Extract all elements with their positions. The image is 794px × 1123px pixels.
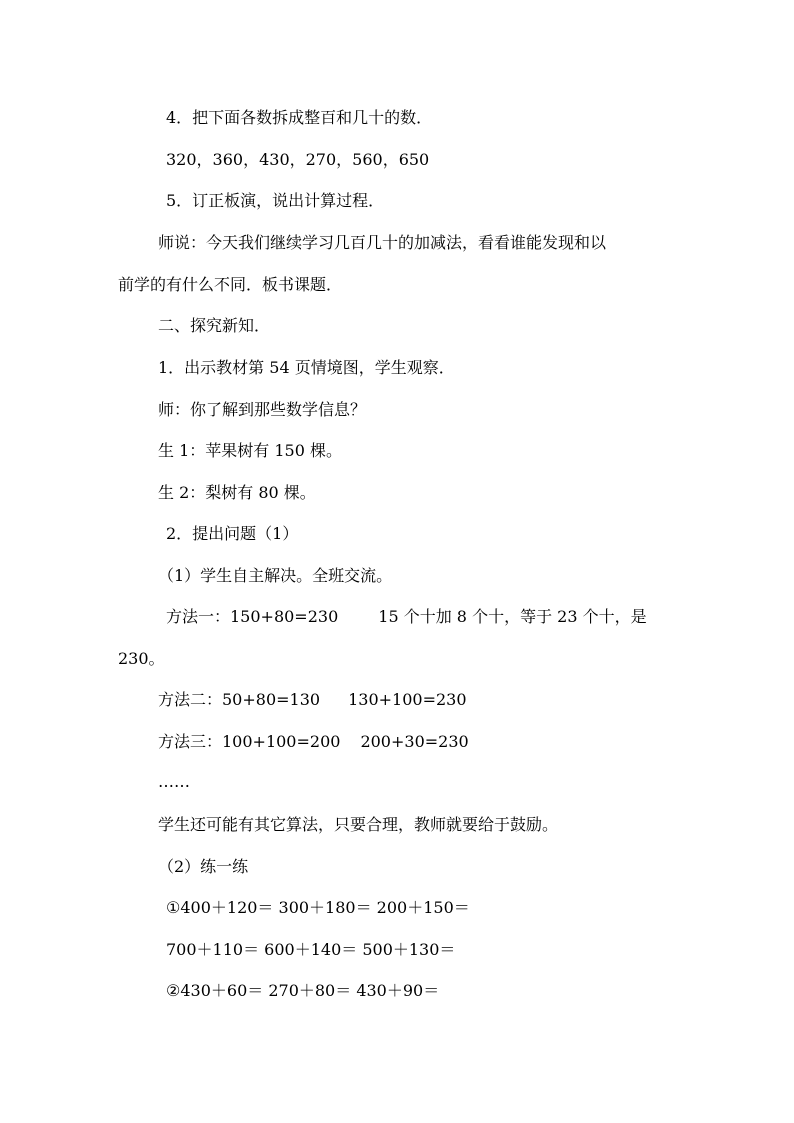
teacher-note: 学生还可能有其它算法，只要合理，教师就要给于鼓励。	[158, 815, 559, 834]
step-2-heading: 2．提出问题（1）	[166, 524, 299, 543]
section-heading: 二、探究新知．	[158, 316, 271, 335]
step-1-heading: 1．出示教材第 54 页情境图，学生观察．	[158, 358, 455, 377]
sub-step-1-heading: （1）学生自主解决。全班交流。	[158, 566, 393, 585]
item-5-heading: 5．订正板演，说出计算过程．	[166, 191, 385, 210]
method-1-line	[166, 607, 647, 627]
student-answer-2: 生 2：梨树有 80 棵。	[158, 483, 316, 502]
number-list: 320，360，430，270，560，650	[166, 150, 430, 169]
method-2-line	[158, 690, 467, 710]
method-3-line	[158, 732, 469, 752]
practice-row-2: 700＋110＝ 600＋140＝ 500＋130＝	[166, 940, 456, 959]
method-1-formula: 方法一：150+80=230	[166, 607, 339, 626]
method-2-formula-a: 方法二：50+80=130	[158, 690, 321, 709]
method-3-formula-b: 200+30=230	[360, 732, 469, 751]
student-answer-1: 生 1：苹果树有 150 棵。	[158, 441, 342, 460]
teacher-intro-line-2: 前学的有什么不同．板书课题．	[118, 275, 343, 294]
teacher-intro-line-1: 师说：今天我们继续学习几百几十的加减法，看看谁能发现和以	[158, 233, 607, 252]
method-3-formula-a: 方法三：100+100=200	[158, 732, 341, 751]
method-2-formula-b: 130+100=230	[348, 690, 467, 709]
practice-heading: （2）练一练	[158, 857, 249, 876]
method-1-explanation: 15 个十加 8 个十，等于 23 个十，是	[378, 607, 647, 626]
item-4-heading: 4．把下面各数拆成整百和几十的数．	[166, 108, 433, 127]
practice-row-1: ①400＋120＝ 300＋180＝ 200＋150＝	[166, 898, 470, 917]
practice-row-3: ②430＋60＝ 270＋80＝ 430＋90＝	[166, 981, 440, 1000]
ellipsis: ……	[158, 772, 190, 791]
method-1-tail: 230。	[118, 649, 165, 668]
teacher-question: 师：你了解到那些数学信息？	[158, 400, 367, 419]
